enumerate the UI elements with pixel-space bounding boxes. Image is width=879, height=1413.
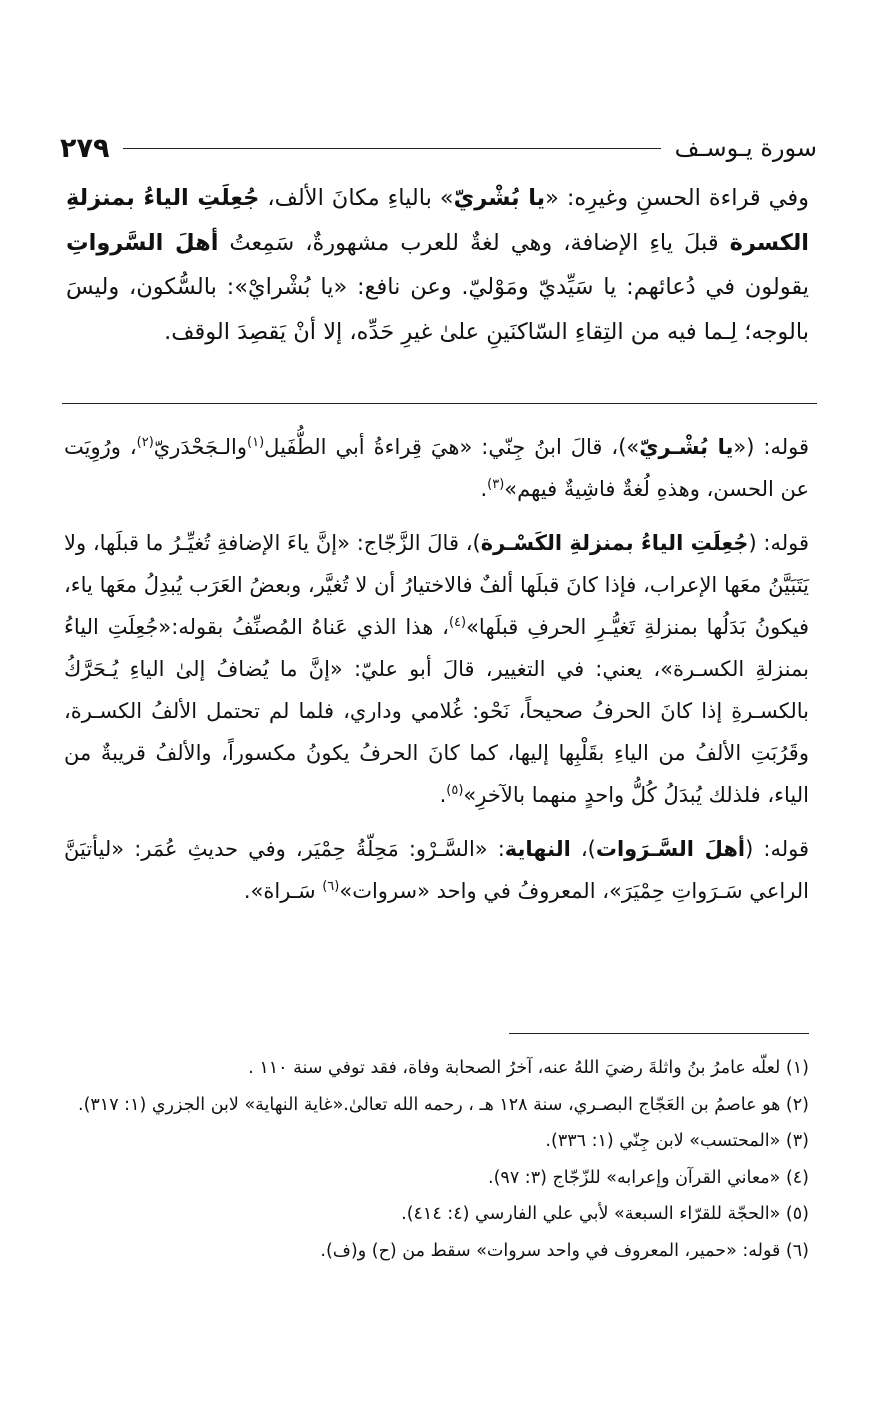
page-number: ٢٧٩	[60, 132, 110, 164]
commentary-paragraph	[64, 426, 809, 510]
main-text-segment: » بالياءِ مكانَ الألف،	[259, 185, 454, 211]
footnote-item: (٦) قوله: «حمير، المعروف في واحد سروات» سقط من (ح) و(ف).	[320, 1240, 809, 1261]
commentary-bold-segment: يا بُشْـريّ	[639, 435, 734, 459]
commentary-segment: سَـراة».	[243, 879, 323, 903]
commentary	[64, 426, 809, 924]
main-text-bold-segment: يا بُشْريّ	[453, 185, 546, 211]
commentary-segment: قوله: (	[745, 837, 810, 861]
footnotes	[64, 1050, 809, 1269]
footnote-rule	[509, 1033, 809, 1034]
footnote-item: (٥) «الحجّة للقرّاء السبعة» لأبي علي الفارسي (٤: ٤١٤).	[401, 1204, 809, 1224]
commentary-segment: .	[439, 783, 447, 807]
footnote-item: (٤) «معاني القرآن وإعرابه» للزّجّاج (٣: ٩٧).	[488, 1167, 809, 1188]
commentary-segment: »)، قالَ ابنُ جِنّي: «هيَ قِراءةُ أبي الطُّفَيل	[264, 435, 640, 459]
commentary-paragraph	[64, 828, 809, 912]
footnote-marker: (٣)	[487, 477, 505, 492]
commentary-bold-segment: أهلَ السَّـرَوات	[595, 837, 746, 861]
commentary-segment: ، ورُوِيَت عن الحسن، وهذهِ لُغةٌ فاشِيةٌ فيهم»	[64, 435, 809, 501]
commentary-segment: .	[480, 477, 488, 501]
footnote-item: (٣) «المحتسب» لابن جِنّي (١: ٣٣٦).	[545, 1131, 809, 1151]
commentary-segment: قوله: (	[748, 531, 809, 555]
surah-title: سورة يـوسـف	[674, 134, 817, 162]
main-text-segment: قبلَ ياءِ الإضافة، وهي لغةٌ للعرب مشهورةٌ، سَمِعتُ	[218, 229, 730, 256]
commentary-segment: )، قالَ الزَّجّاج: «إنَّ ياءَ الإضافةِ تُغيِّـرُ ما قبلَها، ولا يَتَبَيَّنُ معَها الإعراب، فإذا كانَ قبلَها ألفٌ فالاختيارُ أن لا تُغيَّر، وبعضُ العَرَب يُبدِلُ معَها ياء، فيكونُ بَدَلُها بمنزلةِ تَغيُّـرِ الحرفِ قبلَها»	[64, 531, 809, 639]
footnote-marker: (٤)	[448, 615, 467, 630]
main-text-segment: وفي قراءة الحسنِ وغيرِه: «	[545, 185, 809, 211]
commentary-segment: قوله: («	[733, 435, 810, 459]
commentary-bold-segment: النهاية	[504, 837, 571, 861]
commentary-segment: : «السَّـرْو: مَحِلّةُ حِمْيَر، وفي حديثِ عُمَر: «ليأتيَنَّ الراعي سَـرَواتِ حِمْيَرَ»، المعروفُ في واحد «سروات»	[64, 837, 809, 903]
main-paragraph	[66, 176, 809, 354]
commentary-segment: )،	[570, 837, 596, 861]
commentary-paragraph	[64, 522, 809, 816]
main-text-bold-segment: جُعِلَتِ الياءُ بمنزلةِ الكسرة	[66, 185, 809, 256]
footnote-marker: (٦)	[322, 879, 340, 894]
commentary-segment: ، هذا الذي عَناهُ المُصنِّفُ بقوله:«جُعِلَتِ الياءُ بمنزلةِ الكسـرة»، يعني: في التغيير، قالَ أبو عليّ: «إنَّ ما يُضافُ إلىٰ الياءِ يُـحَرَّكُ بالكسـرةِ إذا كانَ الحرفُ صحيحاً، نَحْو: غُلامي وداري، فلما لم تحتمل الألفُ الكسـرة، وقَرُبَتِ الألفُ من الياءِ بقَلْبِها إليها، كما كانَ الحرفُ يكونُ مكسوراً، والألفُ قريبةٌ من الياء، فلذلك يُبدَلُ كُلُّ واحدٍ منهما بالآخرِ»	[64, 615, 809, 807]
header-rule	[123, 148, 660, 149]
running-header	[60, 128, 817, 168]
main-text-bold-segment: أهلَ السَّرواتِ	[66, 229, 219, 256]
footnote-marker: (٢)	[136, 435, 154, 450]
footnote-item: (٢) هو عاصمُ بن العَجّاج البصـري، سنة ١٢٨ هـ ، رحمه الله تعالىٰ.«غاية النهاية» لابن الجزري (١: ٣١٧).	[78, 1094, 809, 1115]
footnote-marker: (٥)	[446, 783, 464, 798]
footnote-marker: (١)	[247, 435, 265, 450]
section-divider	[62, 403, 817, 404]
commentary-bold-segment: جُعِلَتِ الياءُ بمنزلةِ الكَسْـرة	[480, 531, 749, 555]
commentary-segment: والـجَحْدَريّ	[153, 435, 248, 459]
main-text	[66, 176, 809, 354]
footnote-item: (١) لعلّه عامرُ بنُ واثلةَ رضيَ اللهُ عنه، آخرُ الصحابة وفاة، فقد توفي سنة ١١٠ .	[248, 1058, 809, 1078]
main-text-segment: يقولون في دُعائهم: يا سَيِّديّ ومَوْليّ. وعن نافع: «يا بُشْرايْ»: بالسُّكون، وليسَ بالوجه؛ لِـما فيه من التِقاءِ السّاكنَينِ علىٰ غيرِ حَدِّه، إلا أنْ يَقصِدَ الوقف.	[66, 274, 809, 345]
